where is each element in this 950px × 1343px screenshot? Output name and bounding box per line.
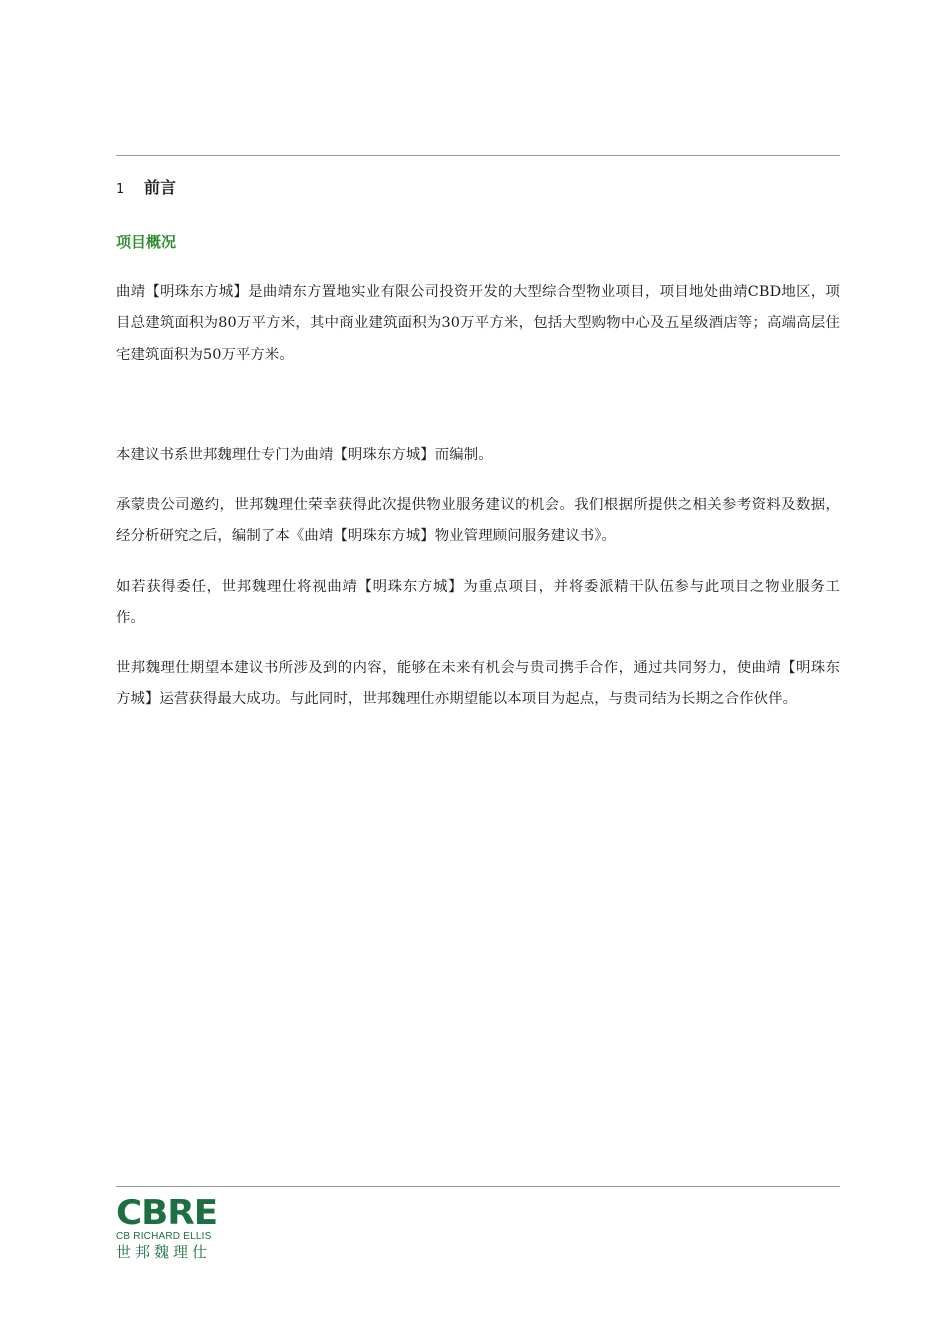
header-rule — [116, 155, 840, 156]
logo-chinese-name: 世邦魏理仕 — [116, 1243, 212, 1261]
section-number: 1 — [116, 182, 124, 197]
section-heading — [116, 177, 176, 201]
paragraph-partnership: 世邦魏理仕期望本建议书所涉及到的内容，能够在未来有机会与贵司携手合作，通过共同努力，使曲靖【明珠东方城】运营获得最大成功。与此同时，世邦魏理仕亦期望能以本项目为起点，与贵司结为长期之合作伙伴。 — [116, 660, 840, 708]
subheading-project-overview: 项目概况 — [116, 233, 177, 251]
logo-wordmark: CBRE — [116, 1193, 218, 1233]
paragraph-proposal-purpose: 本建议书系世邦魏理仕专门为曲靖【明珠东方城】而编制。 — [116, 447, 493, 463]
paragraph-invitation: 承蒙贵公司邀约，世邦魏理仕荣幸获得此次提供物业服务建议的机会。我们根据所提供之相关参考资料及数据，经分析研究之后，编制了本《曲靖【明珠东方城】物业管理顾问服务建议书》。 — [116, 497, 840, 545]
paragraph-project-overview: 曲靖【明珠东方城】是曲靖东方置地实业有限公司投资开发的大型综合型物业项目，项目地处曲靖CBD地区，项目总建筑面积为80万平方米，其中商业建筑面积为30万平方米，包括大型购物中心及五星级酒店等；高端高层住宅建筑面积为50万平方米。 — [116, 284, 840, 363]
cbre-logo — [116, 1193, 230, 1261]
logo-english-name: CB RICHARD ELLIS — [116, 1231, 212, 1242]
paragraph-appointment: 如若获得委任，世邦魏理仕将视曲靖【明珠东方城】为重点项目，并将委派精干队伍参与此项目之物业服务工作。 — [116, 579, 840, 627]
section-title: 前言 — [144, 178, 177, 197]
footer-rule — [116, 1186, 840, 1187]
